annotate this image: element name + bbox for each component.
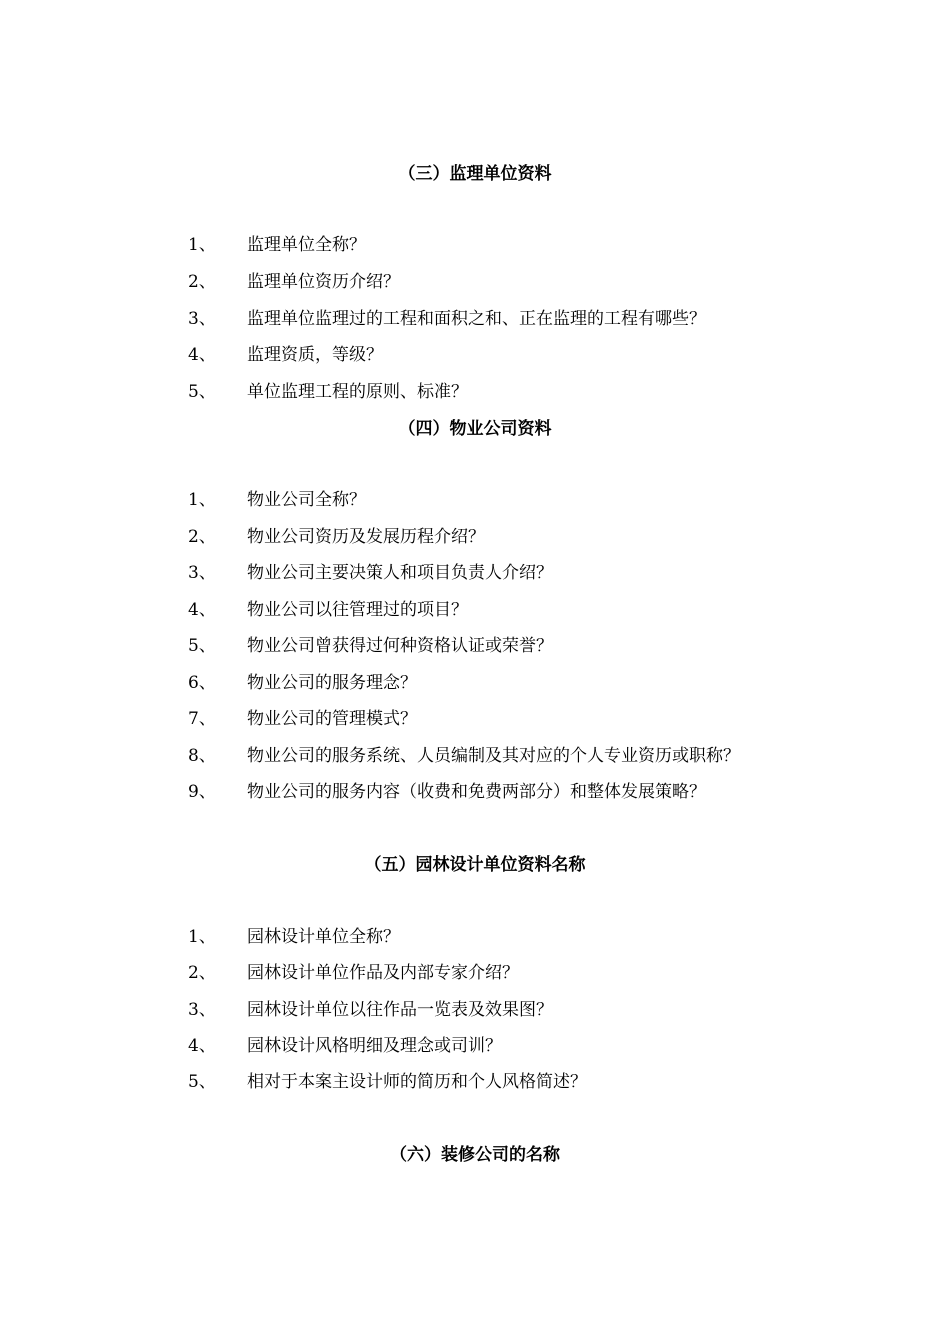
item-number: 3、 — [188, 563, 216, 583]
list-item — [0, 489, 950, 511]
item-text: 监理单位资历介绍？ — [247, 272, 400, 292]
item-text: 物业公司主要决策人和项目负责人介绍？ — [247, 563, 553, 583]
list-item — [0, 926, 950, 948]
item-number: 4、 — [188, 600, 216, 620]
list-item — [0, 1071, 950, 1093]
list-item — [0, 781, 950, 803]
section-heading: （五）园林设计单位资料名称 — [364, 855, 586, 875]
item-number: 2、 — [188, 272, 216, 292]
item-number: 6、 — [188, 673, 216, 693]
item-text: 物业公司的管理模式？ — [247, 709, 417, 729]
item-text: 物业公司的服务内容（收费和免费两部分）和整体发展策略？ — [247, 782, 706, 802]
list-item — [0, 672, 950, 694]
list-item — [0, 271, 950, 293]
item-text: 监理单位全称？ — [247, 235, 366, 255]
item-number: 2、 — [188, 963, 216, 983]
list-item — [0, 381, 950, 403]
item-number: 5、 — [188, 1072, 216, 1092]
item-text: 监理单位监理过的工程和面积之和、正在监理的工程有哪些？ — [247, 309, 706, 329]
item-number: 2、 — [188, 527, 216, 547]
item-number: 7、 — [188, 709, 216, 729]
item-number: 5、 — [188, 636, 216, 656]
list-item — [0, 1035, 950, 1057]
list-item — [0, 344, 950, 366]
item-text: 监理资质，等级？ — [247, 345, 383, 365]
list-item — [0, 708, 950, 730]
item-number: 1、 — [188, 927, 216, 947]
item-number: 3、 — [188, 309, 216, 329]
item-text: 相对于本案主设计师的简历和个人风格简述？ — [247, 1072, 587, 1092]
list-item — [0, 526, 950, 548]
item-text: 园林设计单位全称？ — [247, 927, 400, 947]
item-text: 物业公司全称？ — [247, 490, 366, 510]
item-number: 8、 — [188, 746, 216, 766]
list-item — [0, 562, 950, 584]
section-heading: （四）物业公司资料 — [398, 419, 552, 439]
item-text: 物业公司的服务理念？ — [247, 673, 417, 693]
item-text: 物业公司的服务系统、人员编制及其对应的个人专业资历或职称？ — [247, 746, 740, 766]
section-heading: （六）装修公司的名称 — [390, 1145, 560, 1165]
list-item — [0, 745, 950, 767]
item-text: 园林设计风格明细及理念或司训？ — [247, 1036, 502, 1056]
item-text: 单位监理工程的原则、标准？ — [247, 382, 468, 402]
section-heading: （三）监理单位资料 — [398, 164, 552, 184]
list-item — [0, 234, 950, 256]
item-number: 1、 — [188, 490, 216, 510]
list-item — [0, 308, 950, 330]
item-text: 物业公司资历及发展历程介绍？ — [247, 527, 485, 547]
item-text: 园林设计单位作品及内部专家介绍？ — [247, 963, 519, 983]
list-item — [0, 999, 950, 1021]
item-text: 物业公司以往管理过的项目？ — [247, 600, 468, 620]
item-number: 3、 — [188, 1000, 216, 1020]
list-item — [0, 962, 950, 984]
list-item — [0, 599, 950, 621]
item-number: 1、 — [188, 235, 216, 255]
item-number: 9、 — [188, 782, 216, 802]
item-number: 5、 — [188, 382, 216, 402]
item-text: 园林设计单位以往作品一览表及效果图？ — [247, 1000, 553, 1020]
item-number: 4、 — [188, 1036, 216, 1056]
item-text: 物业公司曾获得过何种资格认证或荣誉？ — [247, 636, 553, 656]
item-number: 4、 — [188, 345, 216, 365]
list-item — [0, 635, 950, 657]
